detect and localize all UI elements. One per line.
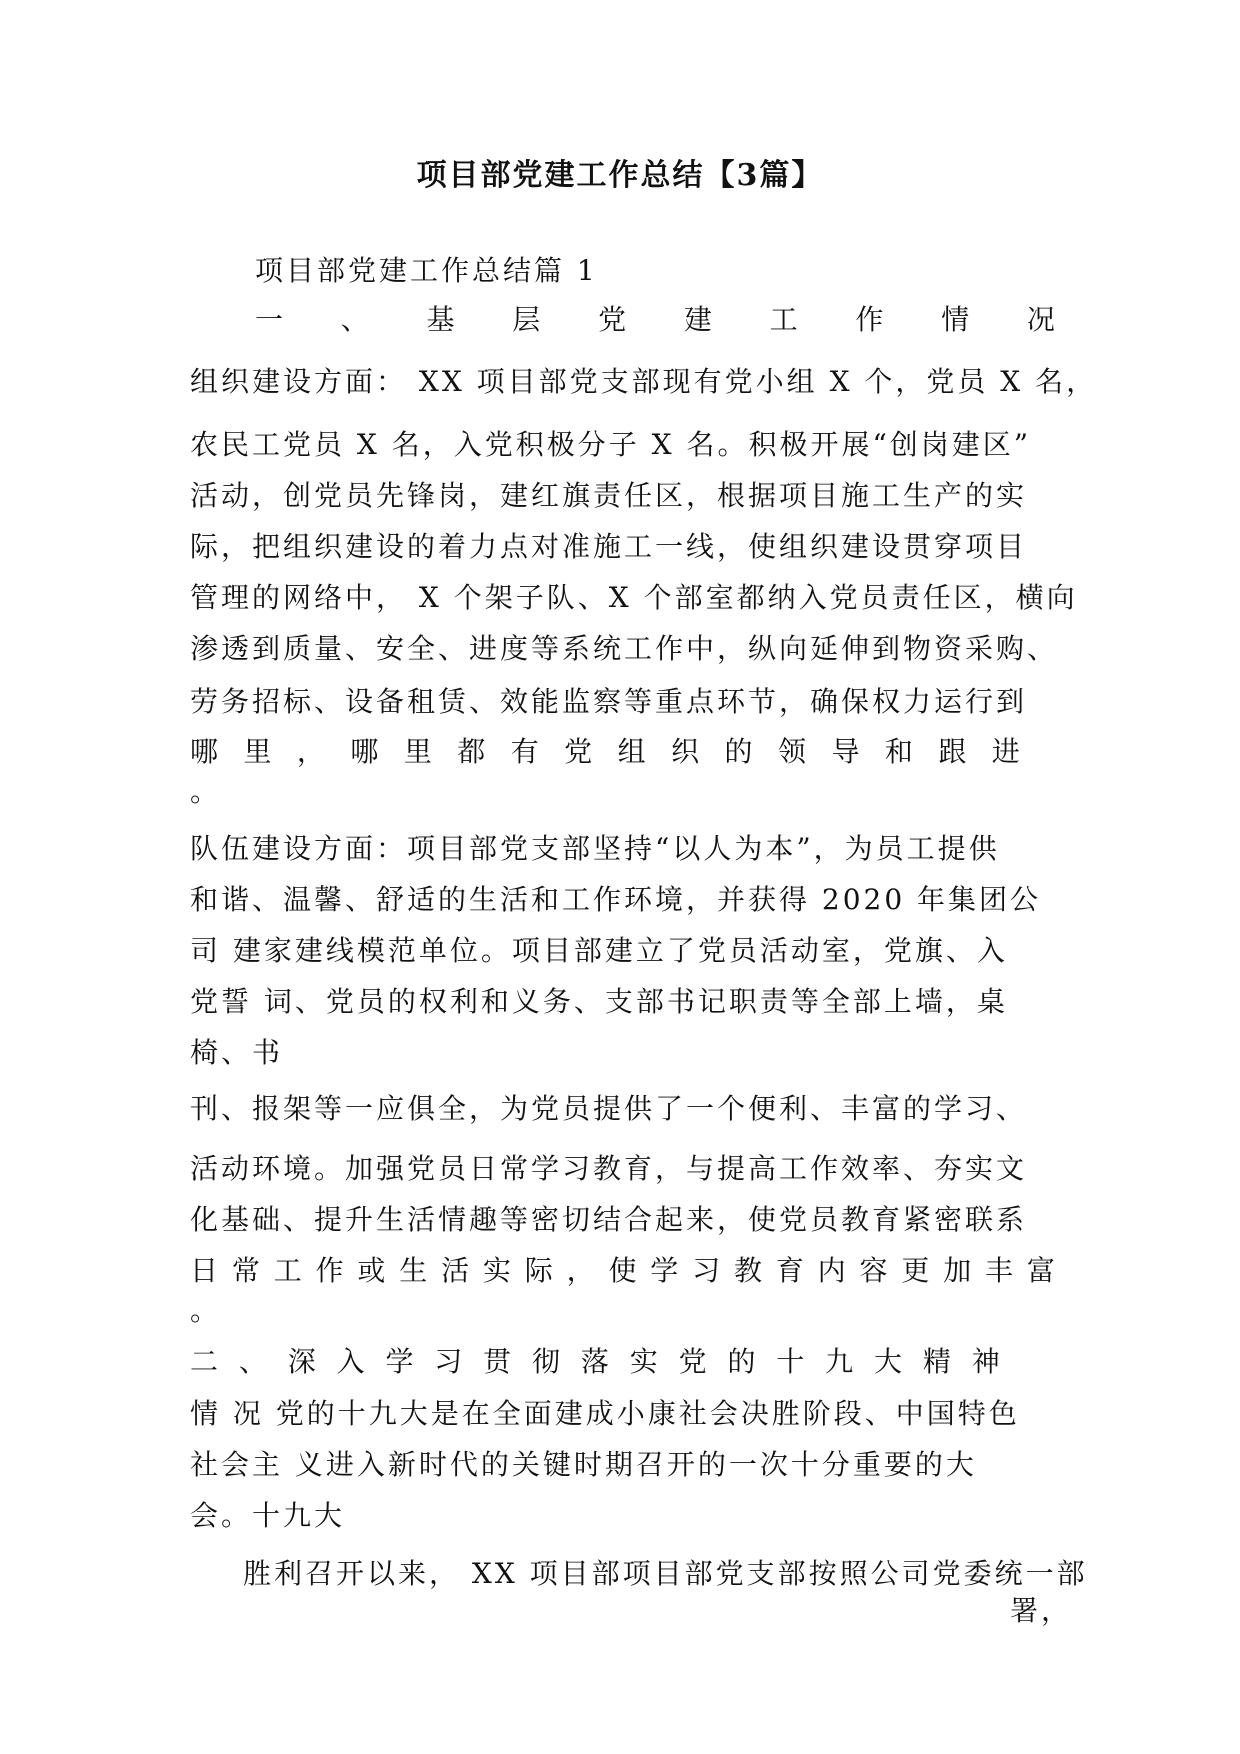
body-line: 和谐、温馨、舒适的生活和工作环境，并获得 2020 年集团公 — [190, 883, 1042, 916]
body-line: 农民工党员 X 名，入党积极分子 X 名。积极开展“创岗建区” — [190, 428, 1032, 461]
body-line: 活动环境。加强党员日常学习教育，与提高工作效率、夯实文 — [190, 1152, 1028, 1185]
body-line: 化基础、提升生活情趣等密切结合起来，使党员教育紧密联系 — [190, 1203, 1028, 1236]
body-line: 社会主 义进入新时代的关键时期召开的一次十分重要的大 — [190, 1448, 977, 1481]
body-line: 司 建家建线模范单位。项目部建立了党员活动室，党旗、入 — [190, 934, 1008, 967]
body-line: 椅、书 — [190, 1036, 284, 1069]
justified-line: 日 常 工 作 或 生 活 实 际 ， 使 学 习 教 育 内 容 更 加 丰 富 — [190, 1254, 1055, 1287]
period-mark: 。 — [190, 775, 222, 808]
body-line: 胜利召开以来， XX 项目部项目部党支部按照公司党委统一部 — [243, 1557, 1088, 1590]
body-line: 情 况 党的十九大是在全面建成小康社会决胜阶段、中国特色 — [190, 1397, 1020, 1430]
document-title: 项目部党建工作总结【3篇】 — [416, 158, 824, 193]
body-line: 队伍建设方面：项目部党支部坚持“以人为本”，为员工提供 — [190, 832, 1000, 865]
body-line: 刊、报架等一应俱全，为党员提供了一个便利、丰富的学习、 — [190, 1092, 1028, 1125]
body-line: 劳务招标、设备租赁、效能监察等重点环节，确保权力运行到 — [190, 685, 1028, 718]
body-line: 际，把组织建设的着力点对准施工一线，使组织建设贯穿项目 — [190, 530, 1028, 563]
body-line: 活动，创党员先锋岗，建红旗责任区，根据项目施工生产的实 — [190, 479, 1028, 512]
body-line: 组织建设方面： XX 项目部党支部现有党小组 X 个，党员 X 名， — [190, 365, 1098, 398]
body-line: 渗透到质量、安全、进度等系统工作中，纵向延伸到物资采购、 — [190, 632, 1059, 665]
body-line-tail: 署， — [1010, 1594, 1073, 1627]
section-heading-1: 一 、 基 层 党 建 工 作 情 况 — [255, 303, 1055, 336]
body-line: 党誓 词、党员的权利和义务、支部书记职责等全部上墙，桌 — [190, 985, 1008, 1018]
body-line: 管理的网络中， X 个架子队、X 个部室都纳入党员责任区，横向 — [190, 581, 1078, 614]
period-mark: 。 — [190, 1294, 222, 1327]
subtitle: 项目部党建工作总结篇 1 — [255, 254, 598, 287]
body-line: 会。十九大 — [190, 1499, 346, 1532]
justified-line: 哪 里 ， 哪 里 都 有 党 组 织 的 领 导 和 跟 进 — [190, 735, 1020, 768]
section-heading-2: 二 、 深 入 学 习 贯 彻 落 实 党 的 十 九 大 精 神 — [190, 1345, 1000, 1378]
